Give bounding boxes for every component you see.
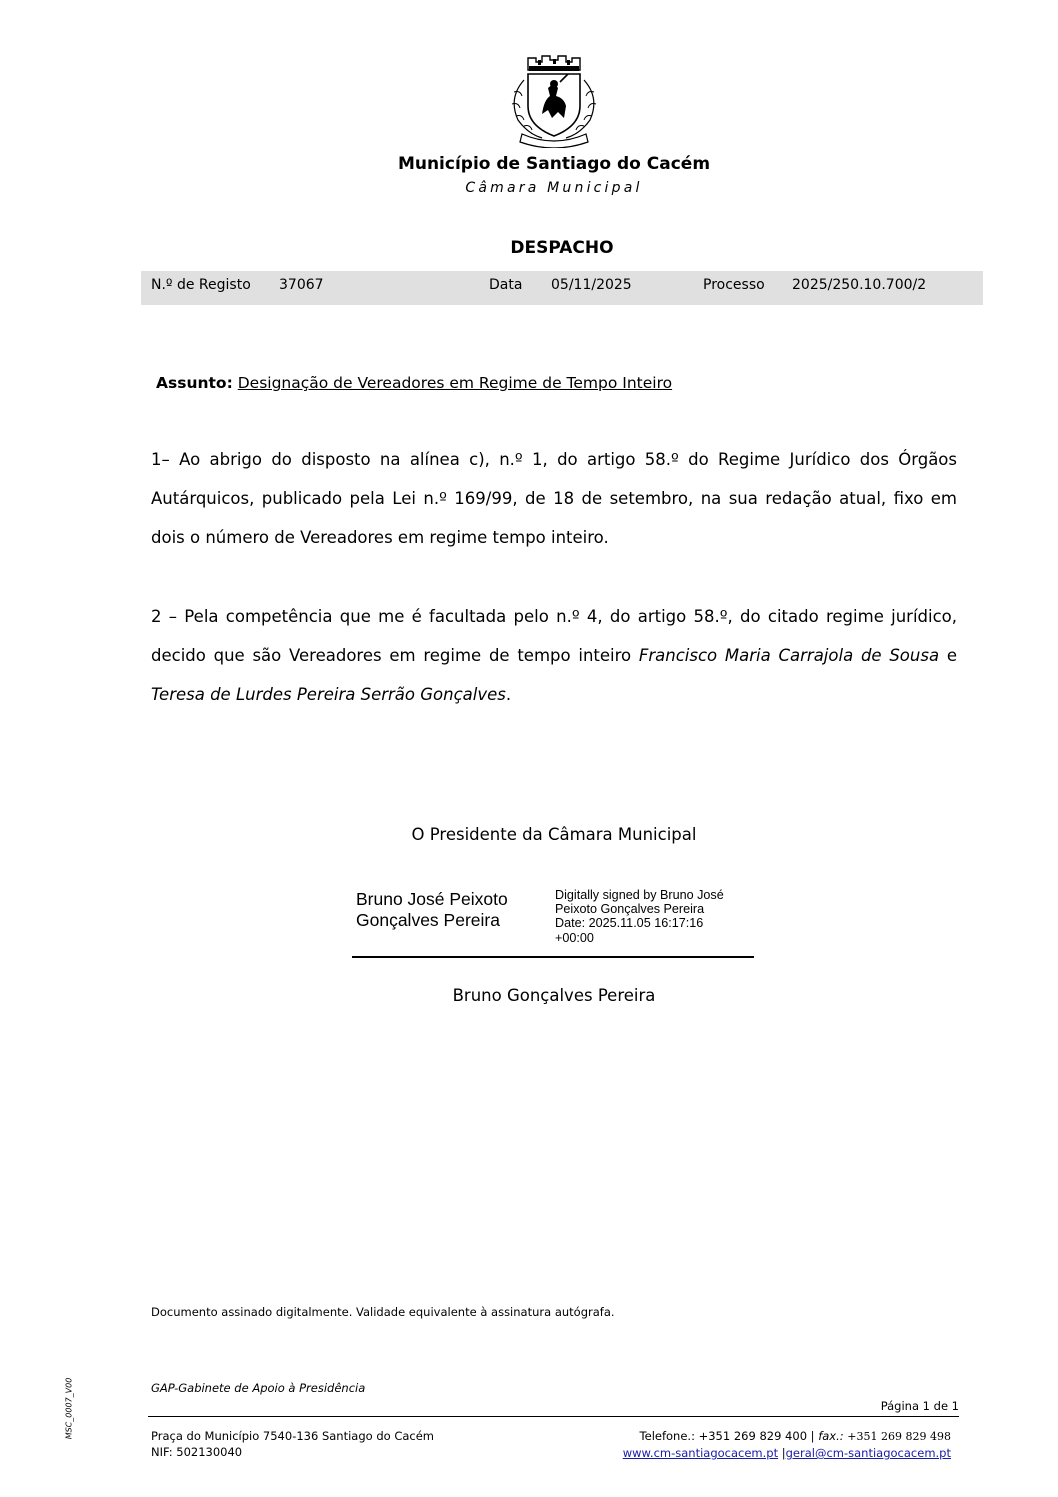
footer-divider	[148, 1416, 959, 1417]
paragraph-2-end: .	[505, 685, 512, 704]
website-link[interactable]: www.cm-santiagocacem.pt	[622, 1446, 779, 1460]
email-link[interactable]: geral@cm-santiagocacem.pt	[785, 1446, 951, 1460]
paragraph-1: 1– Ao abrigo do disposto na alínea c), n.º 1, do artigo 58.º do Regime Jurídico dos Órgãos Autárquicos, publicado pela Lei n.º 169/99, de 18 de setembro, na sua redação atual, fixo em dois o número de Vereadores em regime tempo inteiro.	[151, 450, 957, 547]
phone-label: Telefone.:	[639, 1429, 695, 1443]
form-code-text: MSC_0007_V00	[64, 1377, 74, 1440]
phone-fax-separator: |	[810, 1429, 815, 1443]
signatory-title: O Presidente da Câmara Municipal	[411, 825, 697, 844]
fax-label: fax.:	[818, 1429, 844, 1443]
footer-contact-block	[600, 1428, 951, 1461]
signer-name: Bruno Gonçalves Pereira	[452, 986, 656, 1005]
subject-value: Designação de Vereadores em Regime de Tempo Inteiro	[237, 374, 673, 392]
signature-meta-line-1: Digitally signed by Bruno José	[555, 888, 724, 902]
process-label: Processo	[703, 277, 765, 293]
signature-name-line-1: Bruno José Peixoto	[356, 889, 508, 909]
registry-number-label: N.º de Registo	[151, 277, 251, 293]
paragraph-2-conjunction: e	[939, 646, 957, 665]
councillor-name-1: Francisco Maria Carrajola de Sousa	[638, 646, 940, 665]
municipal-body-name: Câmara Municipal	[465, 180, 643, 196]
digital-signature-name	[356, 889, 508, 931]
councillor-name-2: Teresa de Lurdes Pereira Serrão Gonçalves	[151, 685, 506, 704]
subject-line	[156, 374, 672, 392]
signature-meta-line-3: Date: 2025.11.05 16:17:16	[555, 916, 704, 931]
signature-name-line-2: Gonçalves Pereira	[356, 910, 500, 930]
signature-line	[352, 956, 754, 958]
footer-web-email	[600, 1445, 951, 1461]
phone-value: +351 269 829 400	[698, 1429, 808, 1443]
municipality-name: Município de Santiago do Cacém	[397, 154, 711, 174]
page-number: Página 1 de 1	[880, 1399, 959, 1413]
footer-nif: NIF: 502130040	[151, 1445, 243, 1459]
paragraph-2	[151, 597, 957, 714]
crest-icon	[498, 48, 610, 148]
date-label: Data	[489, 277, 523, 293]
paragraph-2-text: 2 – Pela competência que me é facultada pelo n.º 4, do artigo 58.º, do citado regime jurídico, decido que são Vereadores em regime de tempo inteiro	[151, 607, 957, 665]
footer-phone-fax	[600, 1428, 951, 1445]
registry-number-value: 37067	[279, 277, 324, 293]
subject-label: Assunto:	[156, 374, 233, 392]
municipal-crest-logo	[498, 48, 610, 148]
department-name: GAP-Gabinete de Apoio à Presidência	[151, 1381, 366, 1395]
footer-address: Praça do Município 7540-136 Santiago do Cacém	[151, 1429, 434, 1443]
form-code-vertical	[58, 1377, 80, 1442]
date-value: 05/11/2025	[551, 277, 632, 293]
digital-signature-details	[555, 888, 724, 945]
web-email-separator: |	[781, 1446, 786, 1460]
document-type-heading: DESPACHO	[510, 238, 614, 258]
process-value: 2025/250.10.700/2	[792, 277, 927, 293]
signature-meta-line-2: Peixoto Gonçalves Pereira	[555, 902, 705, 917]
registry-info-bar	[141, 271, 983, 305]
signature-meta-line-4: +00:00	[555, 930, 594, 945]
digital-signature-note: Documento assinado digitalmente. Validade equivalente à assinatura autógrafa.	[151, 1305, 615, 1319]
footer-address-block	[151, 1428, 434, 1460]
fax-value: +351 269 829 498	[847, 1430, 951, 1443]
